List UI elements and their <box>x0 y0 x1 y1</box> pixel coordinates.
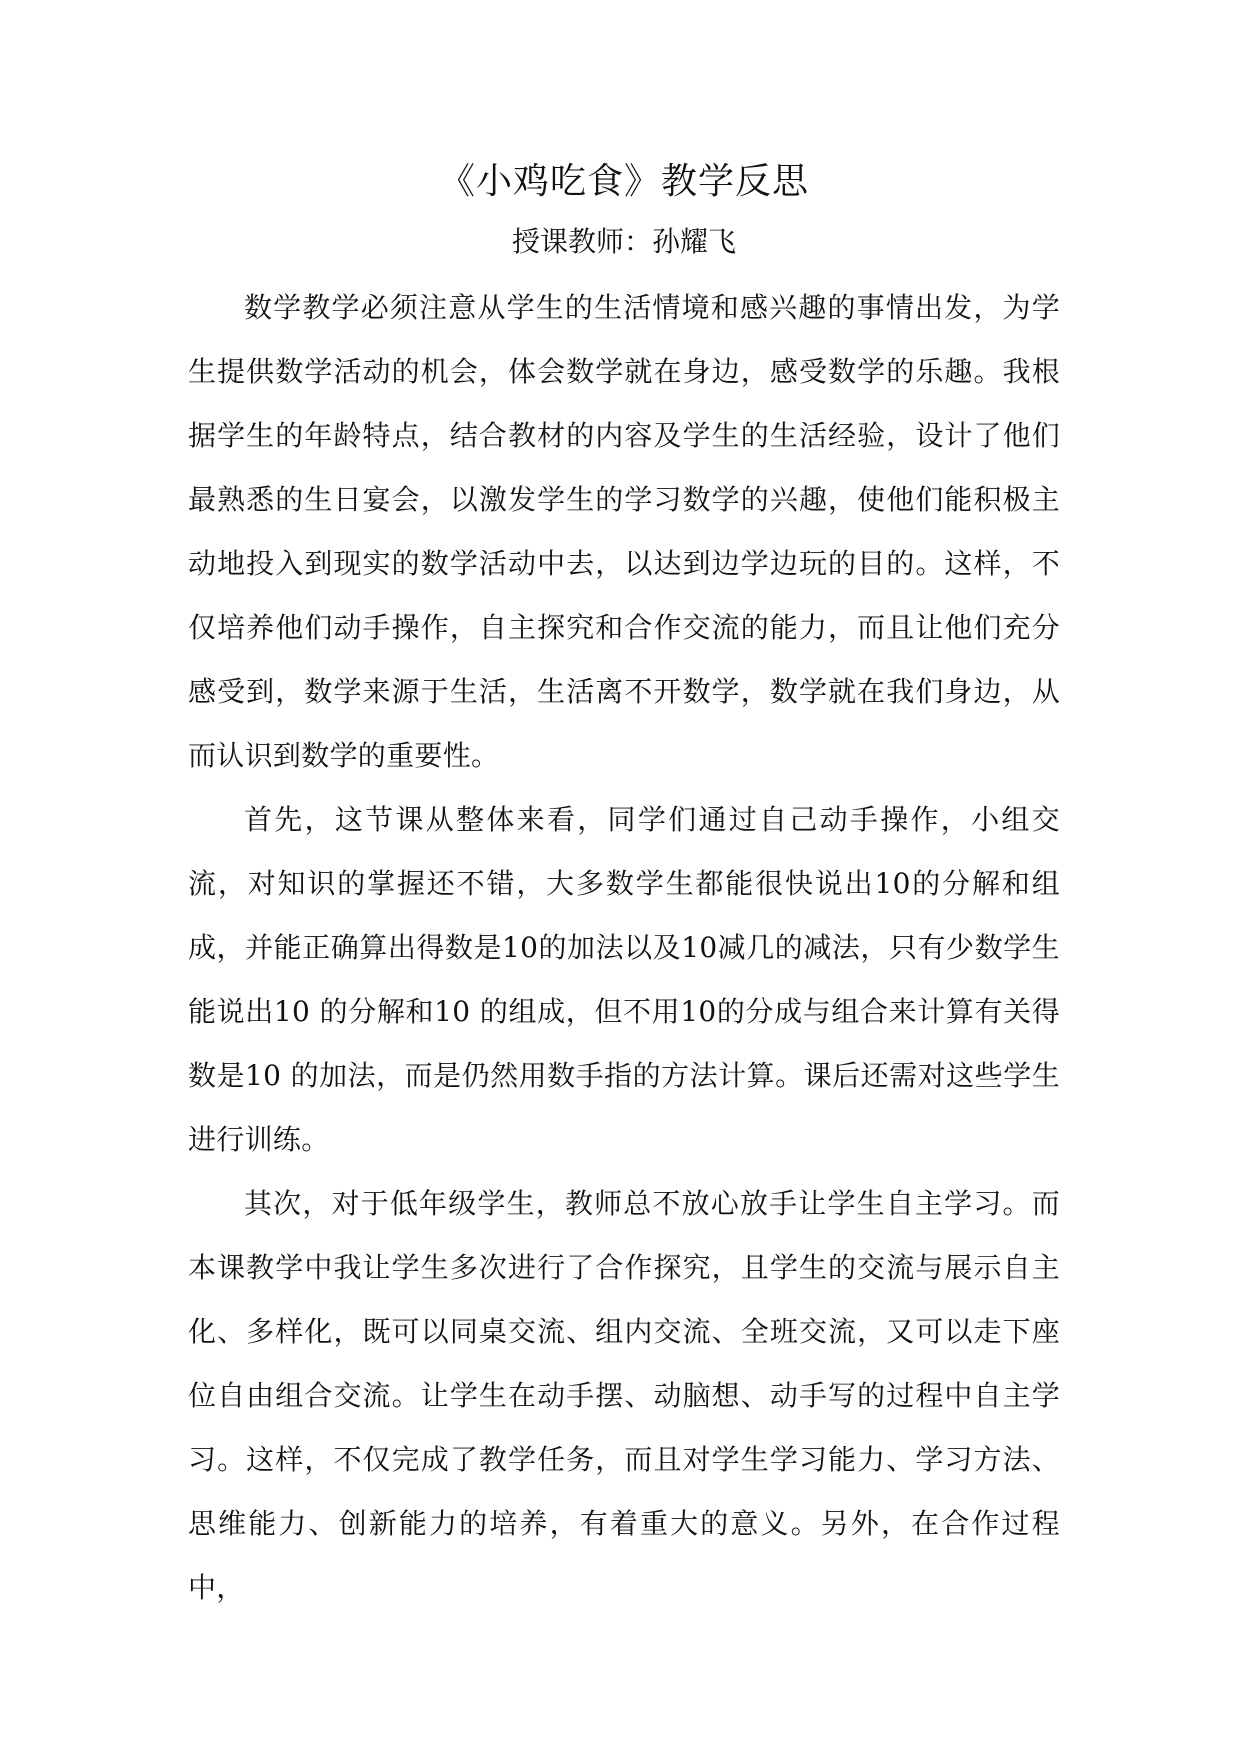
paragraph-1: 数学教学必须注意从学生的生活情境和感兴趣的事情出发，为学生提供数学活动的机会，体会数学就在身边，感受数学的乐趣。我根据学生的年龄特点，结合教材的内容及学生的生活经验，设计了他们最熟悉的生日宴会，以激发学生的学习数学的兴趣，使他们能积极主动地投入到现实的数学活动中去，以达到边学边玩的目的。这样，不仅培养他们动手操作，自主探究和合作交流的能力，而且让他们充分感受到，数学来源于生活，生活离不开数学，数学就在我们身边，从而认识到数学的重要性。 <box>188 291 1060 772</box>
author-line: 授课教师：孙耀飞 <box>511 225 736 258</box>
document-body <box>188 150 1060 1620</box>
paragraph-3: 其次，对于低年级学生，教师总不放心放手让学生自主学习。而本课教学中我让学生多次进行了合作探究，且学生的交流与展示自主化、多样化，既可以同桌交流、组内交流、全班交流，又可以走下座位自由组合交流。让学生在动手摆、动脑想、动手写的过程中自主学习。这样，不仅完成了教学任务，而且对学生学习能力、学习方法、思维能力、创新能力的培养，有着重大的意义。另外，在合作过程中， <box>188 1187 1060 1604</box>
document-title: 《小鸡吃食》教学反思 <box>438 161 809 202</box>
paragraph-2: 首先，这节课从整体来看，同学们通过自己动手操作，小组交流，对知识的掌握还不错，大多数学生都能很快说出10的分解和组成，并能正确算出得数是10的加法以及10减几的减法，只有少数学生能说出10 的分解和10 的组成，但不用10的分成与组合来计算有关得数是10 的加法，而是仍然用数手指的方法计算。课后还需对这些学生进行训练。 <box>188 803 1060 1156</box>
